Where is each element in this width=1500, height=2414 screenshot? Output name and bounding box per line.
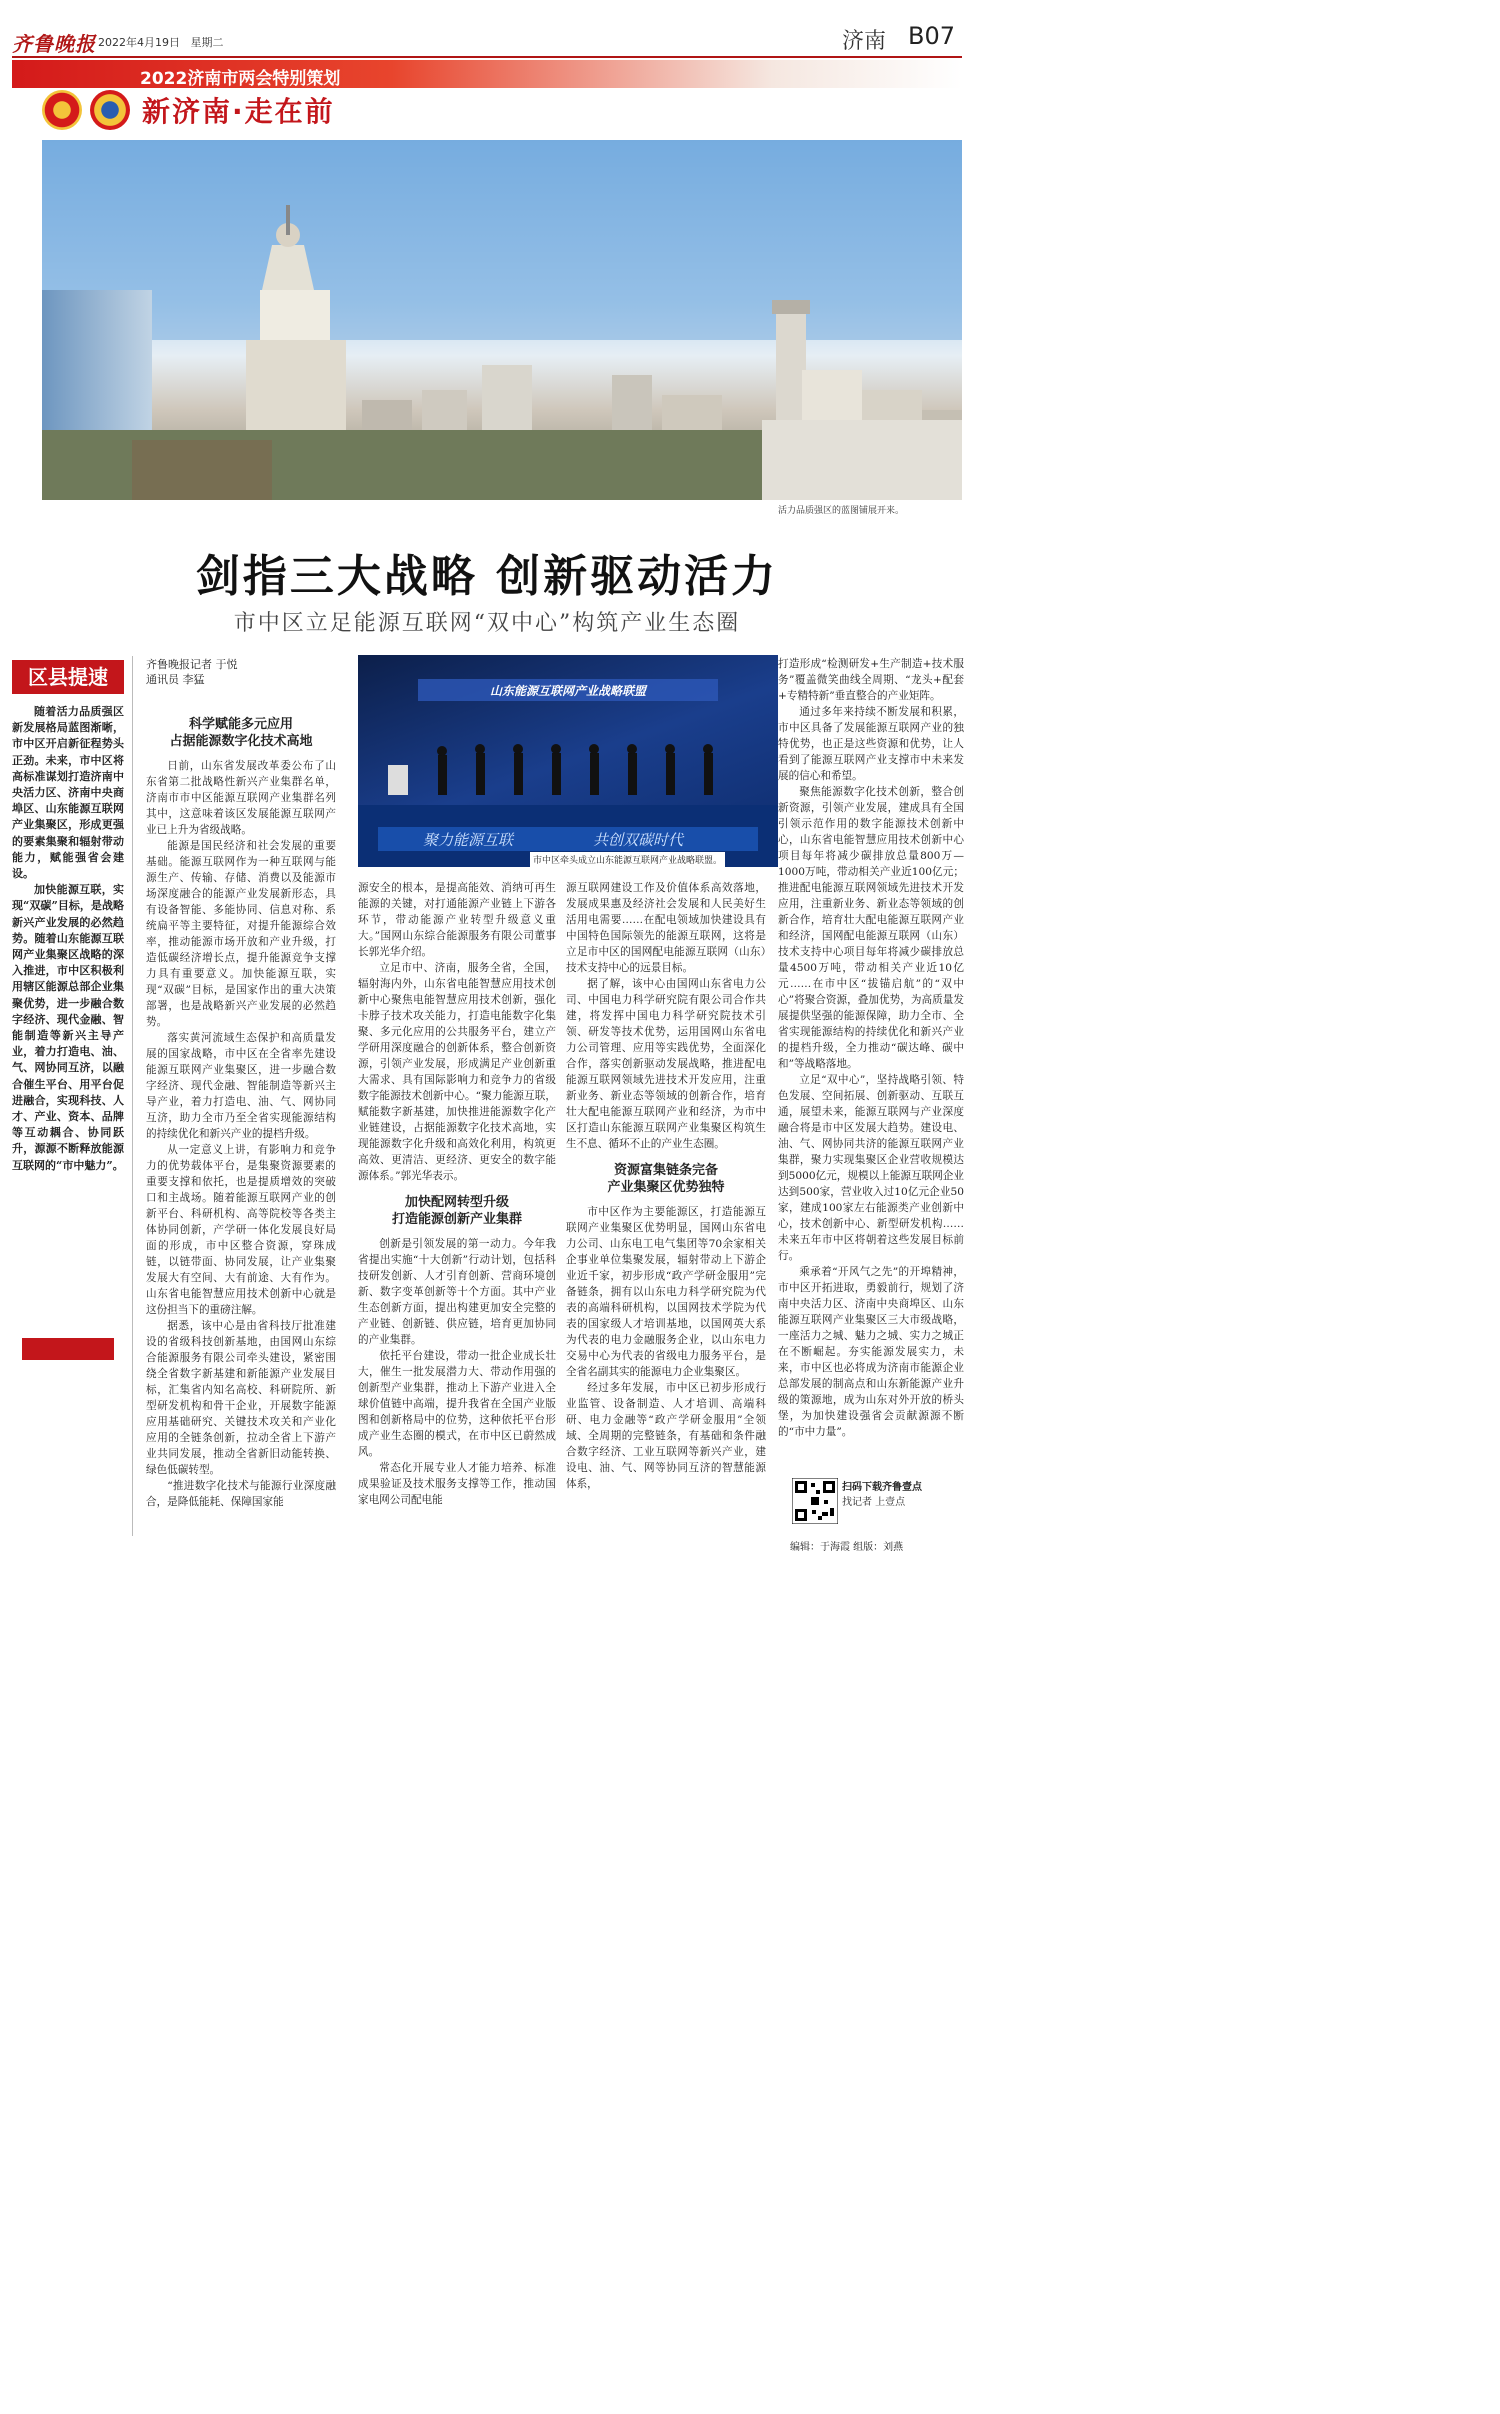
byline-correspondent: 通讯员 李猛	[146, 673, 205, 686]
special-banner	[12, 60, 962, 136]
stage-slogan-2: 共创双碳时代	[592, 831, 684, 849]
paragraph: 立足市中、济南，服务全省，全国，辐射海内外，山东省电能智慧应用技术创新中心聚焦电能智慧应用技术创新，强化卡脖子技术攻关能力，打造电能数字化集聚、多元化应用的公共服务平台，建立产学研用深度融合的创新体系，整合创新资源，引领产业发展，形成满足产业创新重大需求、具有国际影响力和竞争力的省级数字能源技术创新中心。“聚力能源互联，赋能数字新基建，加快推进能源数字化产业链建设，占据能源数字化技术高地，实现能源数字化升级和高效化利用，构筑更高效、更清洁、更经济、更安全的数字能源体系。”郭光华表示。	[358, 962, 556, 1182]
stage-illustration	[358, 655, 778, 867]
section-title-line: 加快配网转型升级	[404, 1195, 509, 1210]
skyline-photo	[42, 140, 962, 500]
banner-top-line: 2022济南市两会特别策划	[140, 69, 341, 89]
paragraph: “推进数字化技术与能源行业深度融合，是降低能耗、保障国家能	[146, 1480, 336, 1508]
paragraph: 乘承着“开风气之先”的开埠精神，市中区开拓进取，勇毅前行，规划了济南中央活力区、济南中央商埠区、山东能源互联网产业集聚区三大市级战略，一座活力之城、魅力之城、实力之城正在不断崛起。夯实能源发展实力，未来，市中区也必将成为济南市能源企业总部发展的制高点和山东新能源产业升级的策源地，成为山东对外开放的桥头堡，为加快建设强省会贡献源源不断的“市中力量”。	[778, 1266, 964, 1438]
alliance-photo-caption: 市中区牵头成立山东能源互联网产业战略联盟。	[530, 852, 725, 867]
paragraph: 通过多年来持续不断发展和积累，市中区具备了发展能源互联网产业的独特优势，也正是这些资源和优势，让人看到了能源互联网产业支撑市中未来发展的信心和希望。	[778, 706, 964, 782]
article-column-3	[566, 880, 766, 1492]
column-divider	[132, 656, 133, 1536]
page-number: B07	[908, 22, 956, 50]
section-name: 济南	[842, 29, 887, 54]
issue-date: 2022年4月19日 星期二	[98, 36, 224, 49]
stage-banner-text: 山东能源互联网产业战略联盟	[489, 684, 647, 698]
paragraph: 创新是引领发展的第一动力。今年我省提出实施“十大创新”行动计划，包括科技研发创新、人才引育创新、营商环境创新、数字变革创新等十个方面。其中产业生态创新方面，提出构建更加安全完整的产业链、创新链、供应链，培育更加协同的产业集群。	[358, 1238, 556, 1346]
qr-promo	[842, 1480, 967, 1510]
qr-line-2: 找记者 上壹点	[842, 1497, 906, 1508]
paragraph: 源安全的根本，是提高能效、消纳可再生能源的关键，对打通能源产业链上下游各环节，带动能源产业转型升级意义重大。”国网山东综合能源服务有限公司董事长郭光华介绍。	[358, 882, 556, 958]
paragraph: 打造形成“检测研发+生产制造+技术服务”覆盖微笑曲线全周期、“龙头+配套+专精特新”垂直整合的产业矩阵。	[778, 658, 964, 702]
section-title-line: 占据能源数字化技术高地	[169, 734, 313, 749]
sidebar-paragraph: 加快能源互联，实现“双碳”目标，是战略新兴产业发展的必然趋势。随着山东能源互联网产业集聚区战略的深入推进，市中区积极利用辖区能源总部企业集聚优势，进一步融合数字经济、现代金融、智能制造等新兴主导产业，着力打造电、油、气、网协同互济，以融合催生平台、用平台促进融合，实现科技、人才、产业、资本、品牌等互动耦合、协同跃升，源源不断释放能源互联网的“市中魅力”。	[12, 883, 124, 1172]
article-column-4	[778, 656, 964, 1440]
paragraph: 据了解，该中心由国网山东省电力公司、中国电力科学研究院有限公司合作共建，将发挥中国电力科学研究院技术引领、研发等技术优势，运用国网山东省电力公司管理、应用等实践优势，全面深化合作，落实创新驱动发展战略，推进配电能源互联网领域先进技术开发应用，注重新业务、新业态等领域的创新合作，培育壮大配电能源互联网产业和经济，为市中区打造山东能源互联网产业集聚区构筑生生不息、循环不止的产业生态圈。	[566, 978, 766, 1150]
byline-reporter: 齐鲁晚报记者 于悦	[146, 658, 238, 671]
article-column-1	[146, 716, 336, 1510]
paragraph: 从一定意义上讲，有影响力和竞争力的优势载体平台，是集聚资源要素的重要支撑和依托，也是提质增效的突破口和主战场。随着能源互联网产业的创新平台、科研机构、高等院校等各类主体协同创新，产学研一体化发展良好局面的形成，市中区整合资源，穿珠成链，以链带面、协同发展，让产业集聚发展大有空间、大有前途、大有作为。山东省电能智慧应用技术创新中心就是这份担当下的重磅注解。	[146, 1144, 336, 1316]
editor-credits: 编辑：于海霞 组版：刘燕	[790, 1542, 904, 1553]
sidebar-paragraph: 随着活力品质强区新发展格局蓝图渐晰，市中区开启新征程势头正劲。未来，市中区将高标准谋划打造济南中央活力区、济南中央商埠区、山东能源互联网产业集聚区，形成更强的要素集聚和辐射带动能力，赋能强省会建设。	[12, 705, 124, 881]
qr-line-1: 扫码下载齐鲁壹点	[842, 1482, 922, 1493]
section-title-line: 打造能源创新产业集群	[391, 1212, 522, 1227]
paragraph: 常态化开展专业人才能力培养、标准成果验证及技术服务支撑等工作，推动国家电网公司配电能	[358, 1462, 556, 1506]
photo-caption: 活力品质强区的蓝图铺展开来。	[778, 506, 905, 516]
article-column-2	[358, 880, 556, 1508]
qr-code-icon[interactable]	[792, 1478, 838, 1524]
section-title-line: 资源富集链条完备	[613, 1163, 718, 1178]
byline	[146, 657, 336, 687]
section-title-line: 科学赋能多元应用	[188, 717, 293, 732]
paragraph: 源互联网建设工作及价值体系高效落地，发展成果惠及经济社会发展和人民美好生活用电需要……在配电领域加快建设具有中国特色国际领先的能源互联网，这将是立足市中区的国网配电能源互联网（山东）技术支持中心的远景目标。	[566, 882, 766, 974]
national-emblem-icon	[42, 90, 82, 130]
paragraph: 依托平台建设，带动一批企业成长壮大，催生一批发展潜力大、带动作用强的创新型产业集群，推动上下游产业进入全球价值链中高端，提升我省在全国产业版图和创新格局中的位势，这种依托平台形成产业生态圈的模式，在市中区已蔚然成风。	[358, 1350, 556, 1458]
masthead-rule	[12, 56, 962, 58]
paragraph: 市中区作为主要能源区，打造能源互联网产业集聚区优势明显，国网山东省电力公司、山东电工电气集团等70余家相关企事业单位集聚发展，辐射带动上下游企业近千家，初步形成“政产学研金服用”完备链条，拥有以山东电力科学研究院为代表的高端科研机构，以国网技术学院为代表的国家级人才培训基地，以国网英大系为代表的电力金融服务企业，以山东电力交易中心为代表的省级电力服务平台，是全省名副其实的能源电力企业集聚区。	[566, 1206, 766, 1378]
sidebar-end-block	[22, 1338, 114, 1360]
paragraph: 据悉，该中心是由省科技厅批准建设的省级科技创新基地，由国网山东综合能源服务有限公司牵头建设，紧密围绕全省数字新基建和新能源产业发展目标，汇集省内知名高校、科研院所、新型研发机构和骨干企业，开展数字能源应用基础研究、关键技术攻关和产业化应用的全链条创新，拉动全省上下游产业共同发展，推动全省新旧动能转换、绿色低碳转型。	[146, 1320, 336, 1476]
column-tag: 区县提速	[12, 660, 124, 694]
stage-slogan-1: 聚力能源互联	[422, 831, 514, 849]
sidebar-lead	[12, 704, 124, 1174]
section-title-2	[358, 1194, 556, 1228]
paragraph: 日前，山东省发展改革委公布了山东省第二批战略性新兴产业集群名单，济南市市中区能源互联网产业集群名列其中，这意味着该区发展能源互联网产业已上升为省级战略。	[146, 760, 336, 836]
paragraph: 落实黄河流域生态保护和高质量发展的国家战略，市中区在全省率先建设能源互联网产业集聚区，进一步融合数字经济、现代金融、智能制造等新兴主导产业，着力打造电、油、气、网协同互济，助力全市乃至全省实现能源结构的持续优化和新兴产业的提档升级。	[146, 1032, 336, 1140]
paragraph: 能源是国民经济和社会发展的重要基础。能源互联网作为一种互联网与能源生产、传输、存储、消费以及能源市场深度融合的能源产业发展新形态，具有设备智能、多能协同、信息对称、系统扁平等主要特征，对提升能源综合效率，推动能源市场开放和产业升级，打造低碳经济增长点，提升能源竞争支撑力具有重要意义。加快能源互联，实现“双碳”目标，是国家作出的重大决策部署，也是战略新兴产业发展的必然趋势。	[146, 840, 336, 1028]
headline: 剑指三大战略 创新驱动活力	[195, 551, 779, 602]
alliance-photo	[358, 655, 778, 867]
paragraph: 立足“双中心”，坚持战略引领、特色发展、空间拓展、创新驱动、互联互通，展望未来，能源互联网与产业深度融合将是市中区发展大趋势。建设电、油、气、网协同共济的能源互联网产业集群，聚力实现集聚区企业营收规模达到5000亿元，规模以上能源互联网企业达到500家，营业收入过10亿元企业50家，建成100家左右能源类产业创新中心，技术创新中心、新型研发机构……未来五年市中区将朝着这些发展目标前行。	[778, 1074, 964, 1262]
subheadline: 市中区立足能源互联网“双中心”构筑产业生态圈	[233, 611, 741, 636]
section-title-1	[146, 716, 336, 750]
banner-title: 新济南·走在前	[142, 95, 335, 128]
cppcc-emblem-icon	[90, 90, 130, 130]
paragraph: 聚焦能源数字化技术创新，整合创新资源，引领产业发展，建成具有全国引领示范作用的数字能源技术创新中心，山东省电能智慧应用技术创新中心项目每年将减少碳排放总量800万—1000万吨，带动相关产业近100亿元；推进配电能源互联网领域先进技术开发应用，注重新业务、新业态等领域的创新合作，培育壮大配电能源互联网产业和经济，国网配电能源互联网（山东）技术支持中心项目每年将减少碳排放总量4500万吨，带动相关产业近10亿元……在市中区“拔锚启航”的“双中心”将聚合资源，叠加优势，为高质量发展提供坚强的能源保障，助力全市、全省实现能源结构的持续优化和新兴产业的提档升级，全力推动“碳达峰、碳中和”等战略落地。	[778, 786, 964, 1070]
paragraph: 经过多年发展，市中区已初步形成行业监管、设备制造、人才培训、高端科研、电力金融等“政产学研金服用”全领域、全周期的完整链条，有基础和条件融合数字经济、工业互联网等新兴产业，建设电、油、气、网等协同互济的智慧能源体系，	[566, 1382, 766, 1490]
newspaper-logo: 齐鲁晚报	[12, 32, 96, 56]
section-title-3	[566, 1162, 766, 1196]
section-title-line: 产业集聚区优势独特	[607, 1180, 725, 1195]
skyline-illustration	[42, 140, 962, 500]
banner-strip	[12, 60, 962, 88]
